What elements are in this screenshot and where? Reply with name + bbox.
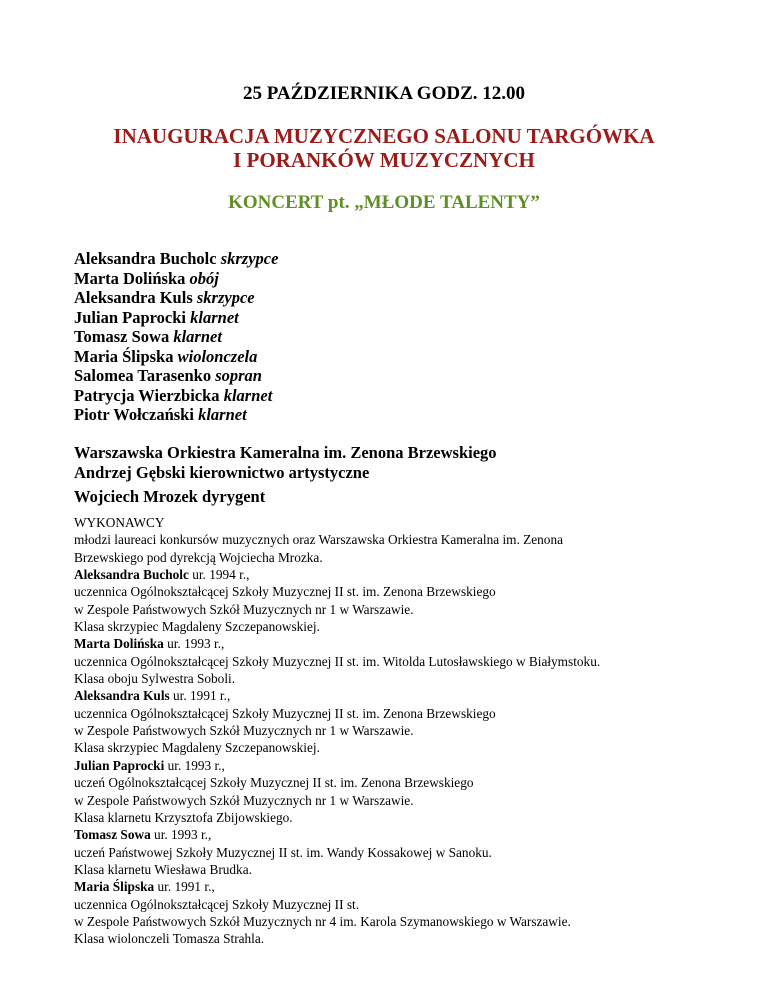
bio-name: Aleksandra Kuls [74, 688, 170, 704]
performer-item [74, 288, 724, 308]
bio-name: Tomasz Sowa [74, 827, 151, 843]
performer-item [74, 405, 724, 425]
event-title [0, 124, 768, 172]
performer-instrument: klarnet [223, 385, 273, 405]
bio-born: ur. 1993 r., [164, 757, 225, 773]
performer-item [74, 269, 724, 289]
bio-line: uczennica Ogólnokształcącej Szkoły Muzycznej II st. [74, 896, 360, 912]
orchestra-name: Warszawska Orkiestra Kameralna im. Zenona Brzewskiego [74, 443, 497, 462]
concert-title: KONCERT pt. „MŁODE TALENTY” [228, 192, 540, 213]
event-title-line-2: I PORANKÓW MUZYCZNYCH [233, 148, 535, 172]
performer-instrument: obój [189, 268, 219, 288]
bio-header [74, 687, 734, 704]
bio-line: uczennica Ogólnokształcącej Szkoły Muzycznej II st. im. Zenona Brzewskiego [74, 705, 496, 721]
bios-intro-line: młodzi laureaci konkursów muzycznych oraz Warszawska Orkiestra Kameralna im. Zenona [74, 532, 563, 548]
bio-born: ur. 1994 r., [188, 567, 250, 583]
event-date: 25 PAŹDZIERNIKA GODZ. 12.00 [242, 83, 526, 104]
bio-line: Klasa klarnetu Krzysztofa Zbijowskiego. [74, 809, 293, 825]
bio-line: w Zespole Państwowych Szkół Muzycznych nr 4 im. Karola Szymanowskiego w Warszawie. [74, 913, 571, 929]
bio-header [74, 878, 734, 895]
performer-instrument: klarnet [190, 307, 239, 327]
bio-line: w Zespole Państwowych Szkół Muzycznych nr 1 w Warszawie. [74, 601, 414, 617]
bio-name: Julian Paprocki [74, 757, 165, 773]
performer-item [74, 308, 724, 328]
conductor: Wojciech Mrozek dyrygent [74, 487, 266, 506]
performer-bios [74, 514, 734, 948]
performer-instrument: skrzypce [196, 288, 255, 307]
bio-line: w Zespole Państwowych Szkół Muzycznych nr 1 w Warszawie. [74, 723, 414, 739]
bio-name: Aleksandra Bucholc [74, 567, 189, 583]
bio-line: Klasa skrzypiec Magdaleny Szczepanowskiej. [74, 619, 320, 635]
performer-name: Julian Paprocki [74, 307, 187, 327]
performer-item [74, 327, 724, 347]
bio-line: uczeń Ogólnokształcącej Szkoły Muzycznej II st. im. Zenona Brzewskiego [74, 775, 474, 791]
bio-header [74, 566, 734, 583]
performer-list [74, 249, 724, 425]
bio-header [74, 826, 734, 843]
bios-intro-line: Brzewskiego pod dyrekcją Wojciecha Mrozka. [74, 549, 323, 565]
bios-heading: WYKONAWCY [74, 515, 165, 530]
performer-name: Maria Ślipska [74, 346, 174, 366]
bio-header [74, 635, 734, 652]
event-title-line-1: INAUGURACJA MUZYCZNEGO SALONU TARGÓWKA [113, 124, 655, 148]
bio-name: Marta Dolińska [74, 636, 164, 652]
performer-name: Tomasz Sowa [74, 327, 170, 346]
performer-instrument: skrzypce [220, 249, 279, 268]
bio-line: uczennica Ogólnokształcącej Szkoły Muzycznej II st. im. Witolda Lutosławskiego w Białymstoku. [74, 653, 601, 669]
performer-item [74, 249, 724, 269]
performer-name: Aleksandra Kuls [74, 288, 193, 307]
performer-instrument: wiolonczela [177, 346, 258, 366]
performer-item [74, 366, 724, 386]
orchestra-block [74, 443, 724, 482]
performer-name: Aleksandra Bucholc [74, 249, 217, 268]
bio-line: Klasa klarnetu Wiesława Brudka. [74, 861, 252, 877]
performer-name: Marta Dolińska [74, 268, 186, 288]
performer-instrument: klarnet [173, 327, 222, 346]
performer-name: Salomea Tarasenko [74, 366, 212, 385]
bio-born: ur. 1991 r., [169, 688, 231, 704]
bio-born: ur. 1993 r., [150, 827, 212, 843]
bio-line: Klasa skrzypiec Magdaleny Szczepanowskiej. [74, 740, 320, 756]
bio-name: Maria Ślipska [74, 879, 155, 895]
performer-instrument: sopran [215, 366, 262, 385]
performer-instrument: klarnet [198, 405, 247, 424]
bio-born: ur. 1991 r., [154, 879, 215, 895]
artistic-director: Andrzej Gębski kierownictwo artystyczne [74, 462, 370, 482]
performer-name: Patrycja Wierzbicka [74, 385, 220, 405]
bio-line: w Zespole Państwowych Szkół Muzycznych nr 1 w Warszawie. [74, 792, 414, 808]
performer-name: Piotr Wołczański [74, 405, 194, 424]
bio-header [74, 757, 734, 774]
bio-line: uczennica Ogólnokształcącej Szkoły Muzycznej II st. im. Zenona Brzewskiego [74, 584, 496, 600]
bio-born: ur. 1993 r., [163, 636, 225, 652]
performer-item [74, 347, 724, 367]
bio-line: Klasa wiolonczeli Tomasza Strahla. [74, 931, 265, 947]
bio-line: Klasa oboju Sylwestra Soboli. [74, 671, 236, 687]
bio-line: uczeń Państwowej Szkoły Muzycznej II st. im. Wandy Kossakowej w Sanoku. [74, 844, 492, 860]
performer-item [74, 386, 724, 406]
